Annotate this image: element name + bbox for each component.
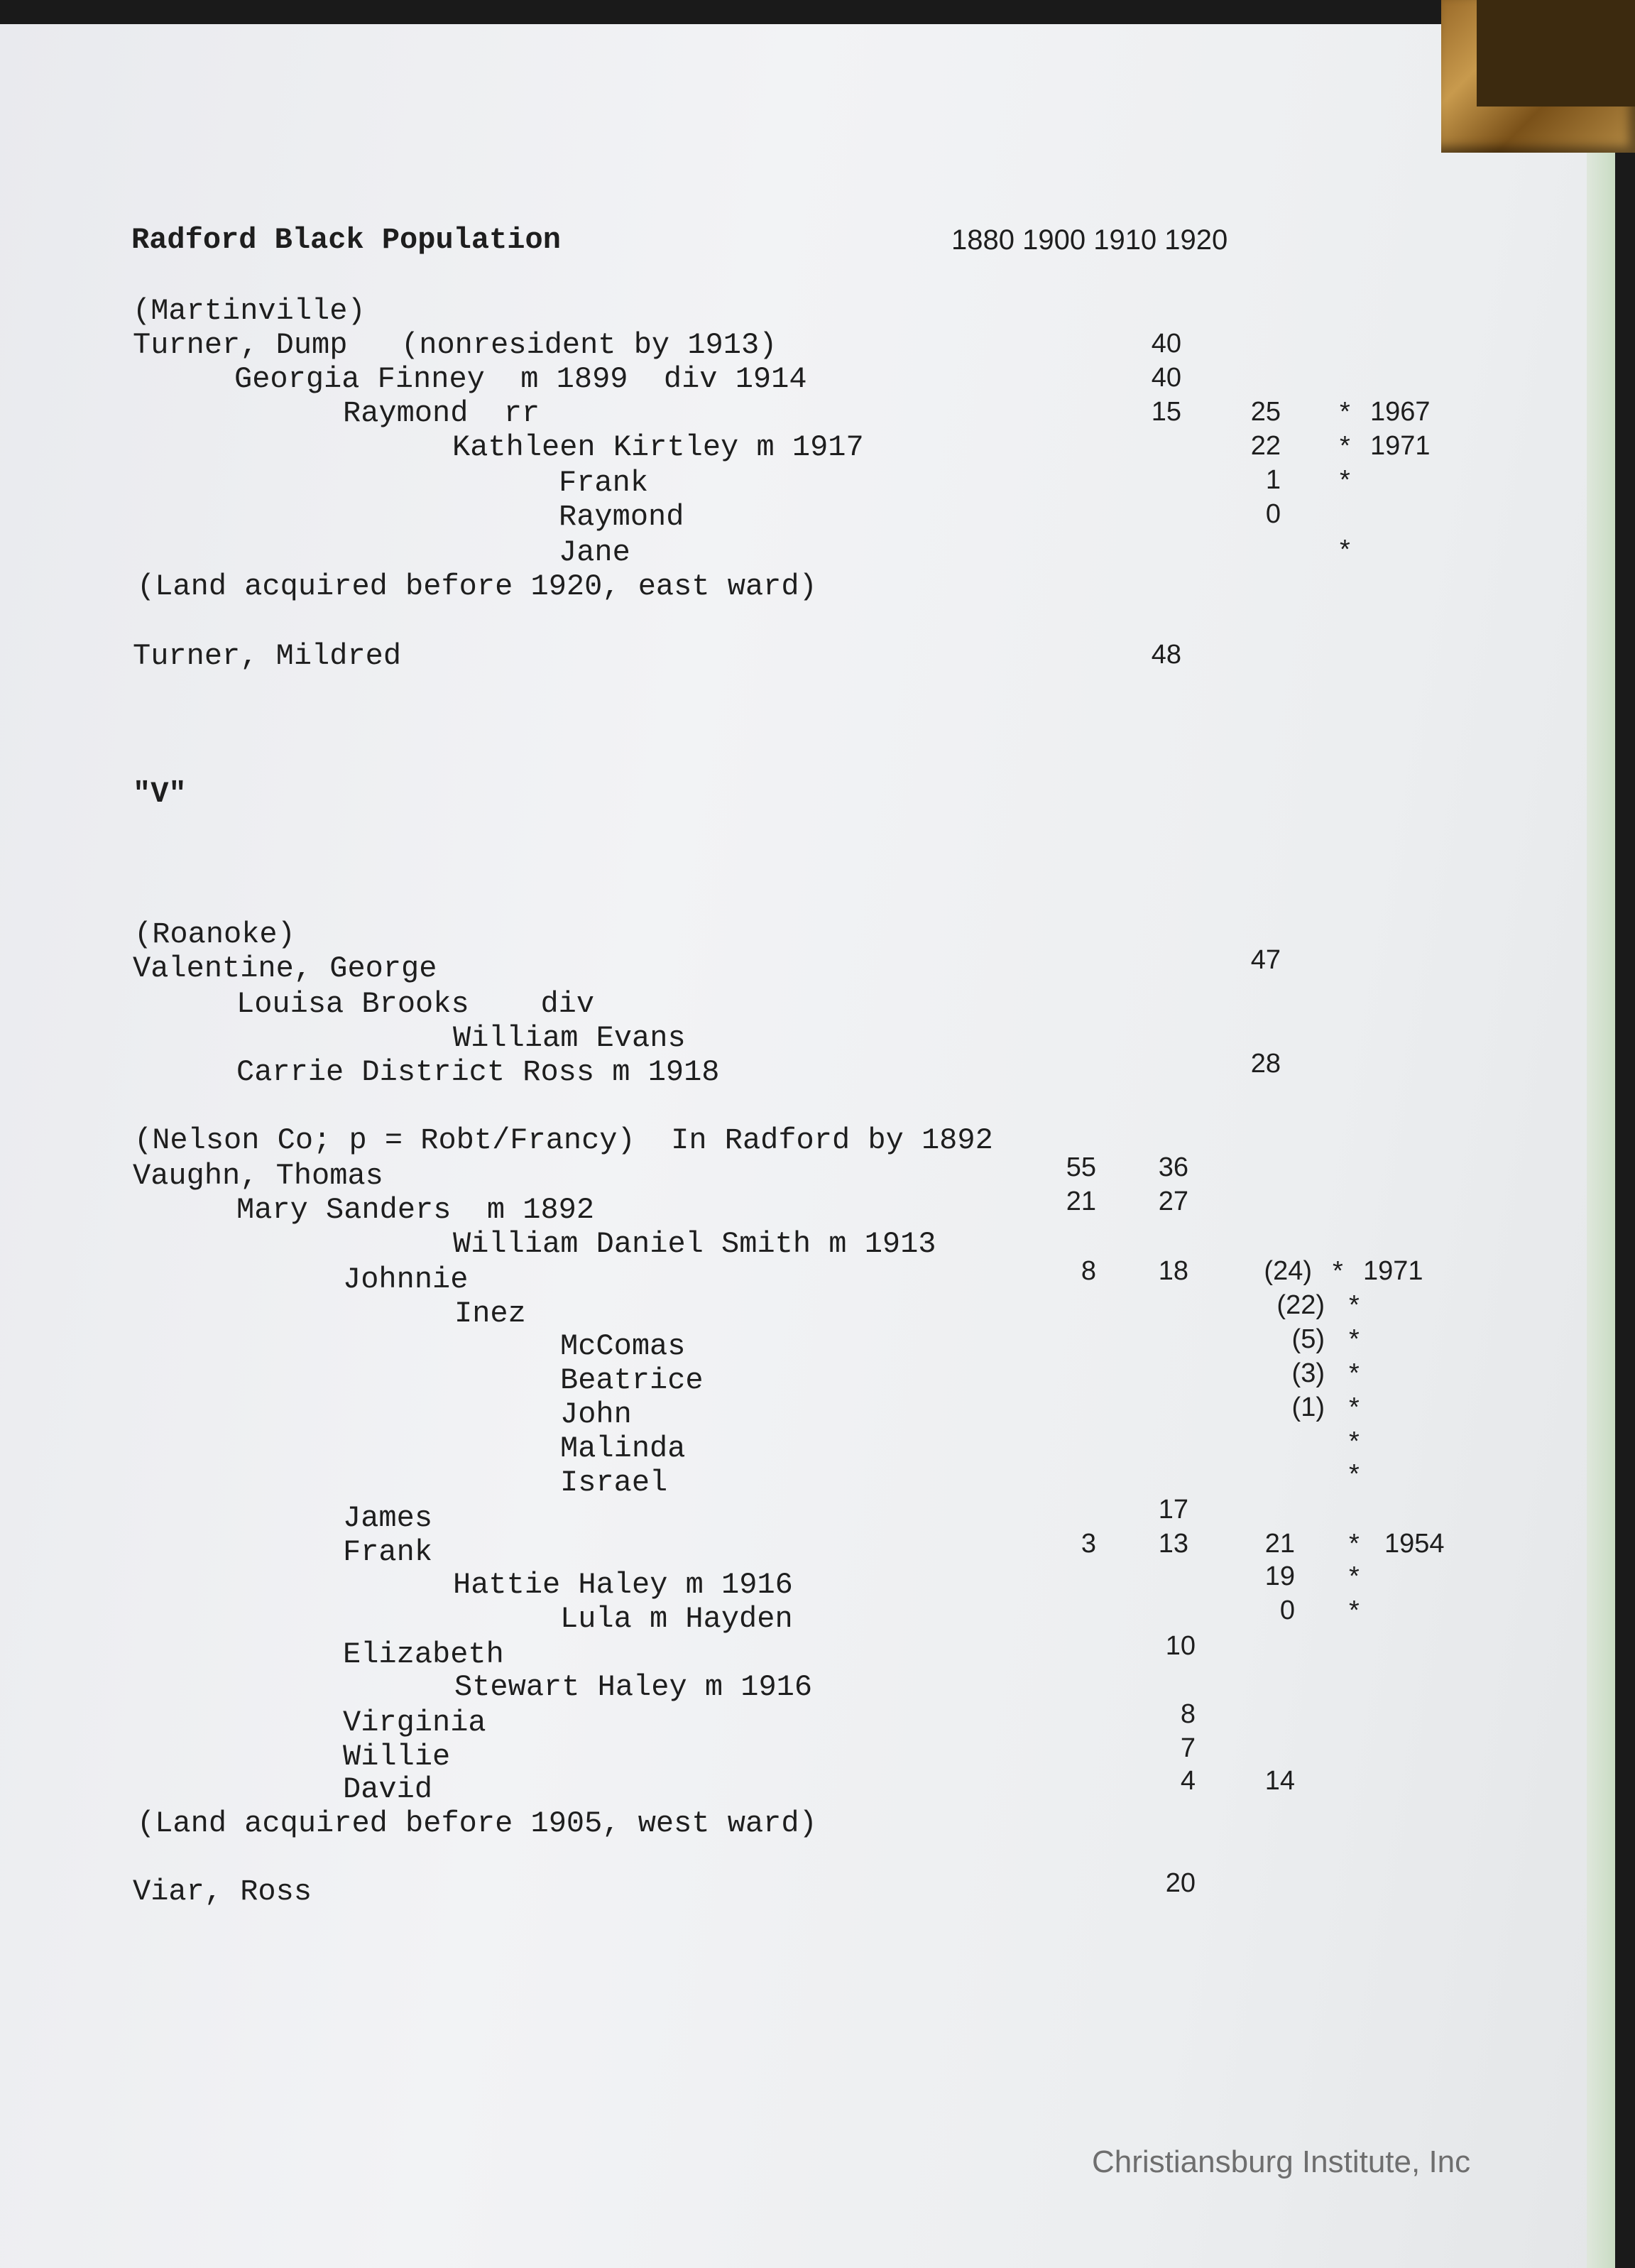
text-line: Valentine, George [133,952,437,986]
text-line: (Land acquired before 1905, west ward) [137,1806,817,1841]
text-line: (Nelson Co; p = Robt/Francy) In Radford by 1892 [134,1123,993,1157]
age-value: 18 [1158,1256,1188,1286]
age-value: 8 [1180,1699,1196,1729]
age-value: 19 [1264,1561,1295,1591]
document-title: Radford Black Population [131,223,561,257]
death-marker: * [1349,1596,1360,1625]
text-line: Kathleen Kirtley m 1917 [452,430,864,464]
age-value: 25 [1250,397,1281,427]
text-line: (Land acquired before 1920, east ward) [137,569,817,604]
death-marker: * [1333,1256,1343,1286]
text-line: Vaughn, Thomas [133,1159,383,1193]
age-value: 14 [1264,1766,1295,1796]
age-value: (3) [1291,1358,1325,1388]
age-value: (24) [1264,1256,1312,1286]
death-marker: * [1340,535,1350,565]
death-marker: * [1349,1358,1360,1388]
text-line: McComas [560,1329,686,1363]
age-value: (1) [1291,1392,1325,1422]
age-value: 28 [1250,1049,1281,1079]
death-marker: * [1349,1561,1360,1591]
text-line: Virginia [343,1706,486,1740]
text-line: Louisa Brooks div [236,987,595,1021]
text-line: Frank [343,1535,433,1569]
death-marker: * [1340,397,1350,427]
age-value: 21 [1264,1529,1295,1559]
death-year: 1971 [1370,431,1431,461]
death-marker: * [1340,465,1350,495]
death-marker: * [1349,1392,1360,1422]
death-marker: * [1349,1427,1360,1456]
death-marker: * [1349,1324,1360,1354]
text-line: Elizabeth [343,1637,504,1672]
death-year: 1954 [1384,1529,1445,1559]
text-line: James [343,1501,433,1535]
text-line: Stewart Haley m 1916 [454,1670,813,1704]
text-line: Turner, Dump (nonresident by 1913) [133,328,777,362]
text-line: Raymond rr [343,396,540,430]
text-line: Inez [454,1297,526,1331]
age-value: 10 [1165,1631,1196,1661]
text-line: Viar, Ross [133,1875,312,1909]
death-year: 1971 [1363,1256,1423,1286]
text-line: Mary Sanders m 1892 [236,1193,595,1227]
text-line: Turner, Mildred [133,639,402,673]
watermark-text: Christiansburg Institute, Inc [1092,2144,1471,2179]
text-line: (Roanoke) [134,917,295,952]
text-line: Jane [559,535,630,569]
text-line: David [343,1772,433,1806]
age-value: (5) [1291,1324,1325,1354]
text-line: Johnnie [343,1263,469,1297]
age-value: 15 [1151,397,1181,427]
age-value: 8 [1081,1256,1096,1286]
text-line: Israel [560,1466,668,1500]
age-value: 17 [1158,1495,1188,1525]
page-edge [1587,57,1615,2268]
age-value: 27 [1158,1187,1188,1216]
death-marker: * [1349,1459,1360,1489]
text-line: Hattie Haley m 1916 [453,1568,793,1602]
age-value: 1 [1265,465,1281,495]
picture-frame-inner [1477,0,1635,107]
text-line: Carrie District Ross m 1918 [236,1055,720,1089]
text-line: William Daniel Smith m 1913 [453,1227,936,1261]
age-value: 47 [1250,945,1281,975]
text-line: Beatrice [560,1363,704,1397]
age-value: 3 [1081,1529,1096,1559]
text-line: Frank [559,466,649,500]
age-value: (22) [1276,1290,1325,1320]
section-letter: "V" [133,777,187,811]
age-value: 0 [1279,1596,1295,1625]
age-value: 4 [1180,1766,1196,1796]
text-line: (Martinville) [133,294,366,328]
age-value: 20 [1165,1868,1196,1898]
age-value: 48 [1151,640,1181,670]
age-value: 40 [1151,363,1181,393]
text-line: Georgia Finney m 1899 div 1914 [234,362,807,396]
text-line: John [560,1397,632,1432]
death-marker: * [1349,1290,1360,1320]
age-value: 13 [1158,1529,1188,1559]
text-line: Willie [343,1740,451,1774]
age-value: 0 [1265,499,1281,529]
text-line: Malinda [560,1432,686,1466]
death-marker: * [1349,1529,1360,1559]
age-value: 36 [1158,1152,1188,1182]
death-year: 1967 [1370,397,1431,427]
age-value: 21 [1066,1187,1096,1216]
text-line: Lula m Hayden [560,1602,793,1636]
death-marker: * [1340,431,1350,461]
age-value: 40 [1151,329,1181,359]
text-line: Raymond [559,500,684,534]
age-value: 7 [1180,1733,1196,1763]
age-value: 55 [1066,1152,1096,1182]
year-header: 1880 1900 1910 1920 [951,224,1228,256]
text-line: William Evans [453,1021,686,1055]
age-value: 22 [1250,431,1281,461]
